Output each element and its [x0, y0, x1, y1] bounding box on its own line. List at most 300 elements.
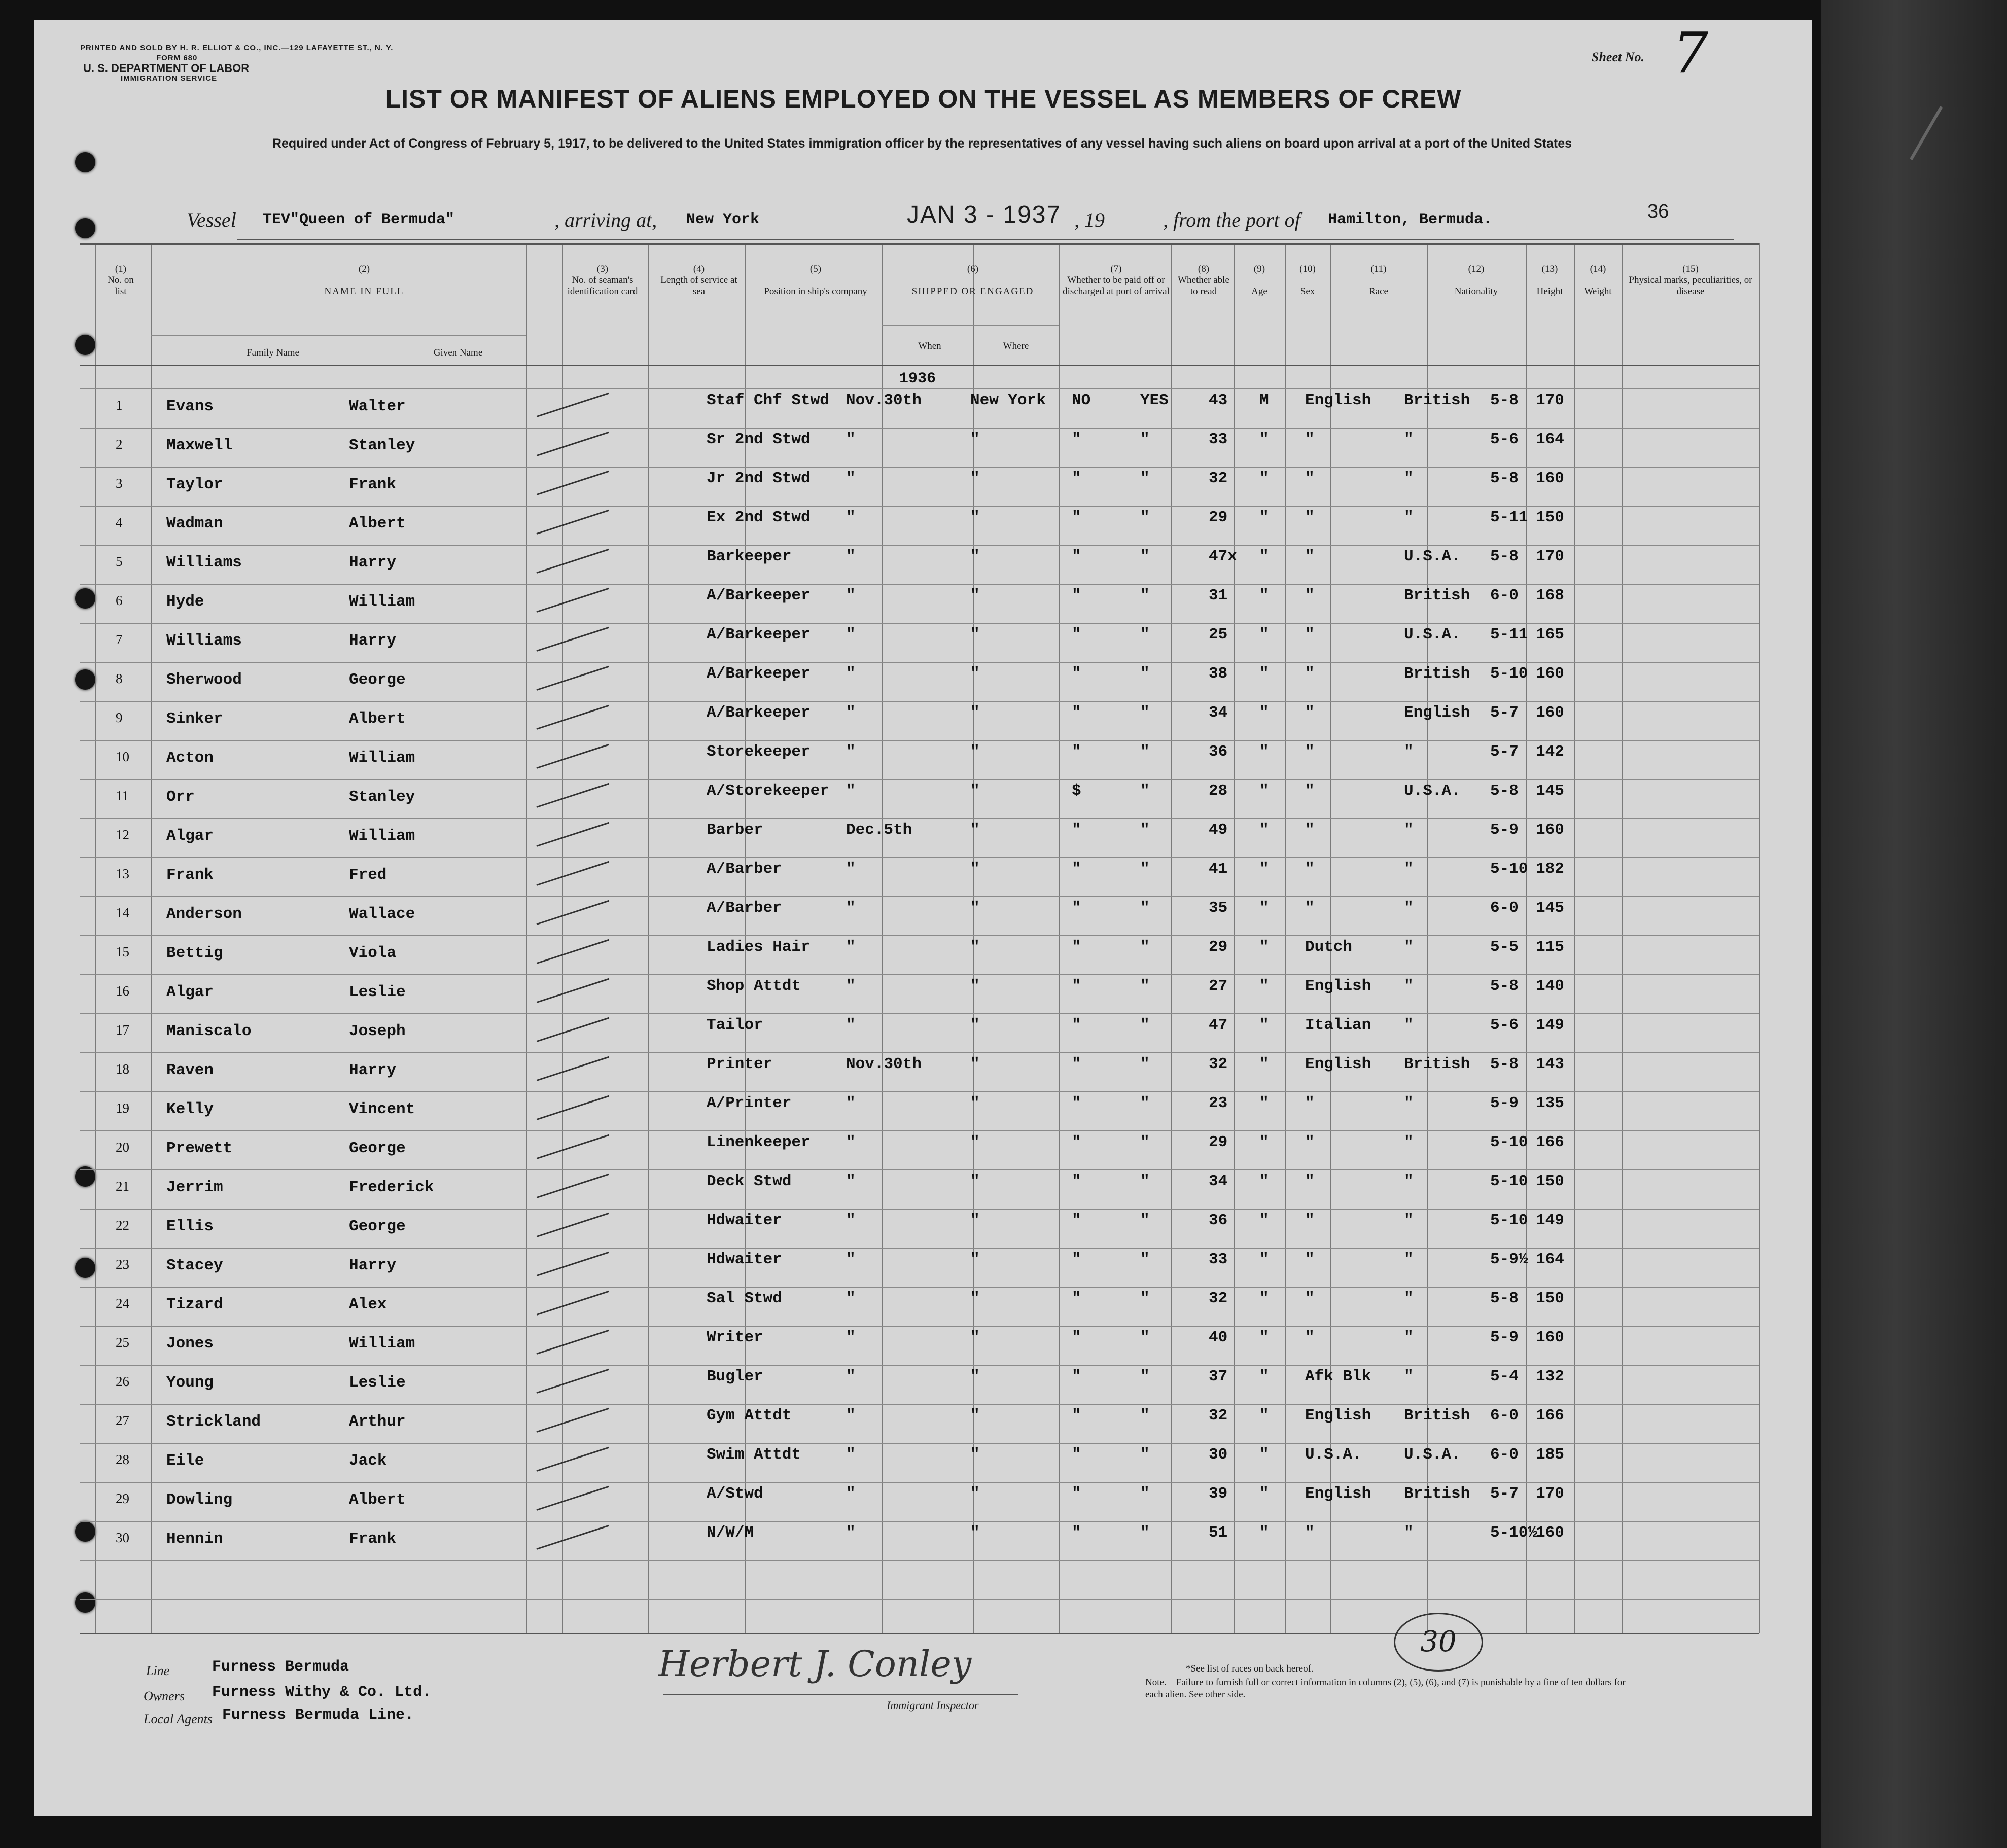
shipped-where: ": [970, 1524, 980, 1542]
position: Writer: [707, 1329, 763, 1346]
row-number: 26: [116, 1374, 129, 1389]
sex: ": [1259, 1251, 1269, 1268]
race: English: [1305, 392, 1371, 409]
id-card-check-mark: [537, 471, 610, 495]
sex: ": [1259, 1290, 1269, 1307]
sex: ": [1259, 860, 1269, 878]
age: 47: [1209, 1016, 1228, 1034]
row-rule: [80, 1130, 1759, 1131]
family-name: Stacey: [166, 1257, 223, 1274]
sex: ": [1259, 1368, 1269, 1385]
family-name: Acton: [166, 749, 214, 767]
sheet-label: Sheet No.: [1592, 50, 1644, 64]
weight: 182: [1536, 860, 1564, 878]
able-to-read: ": [1140, 1212, 1150, 1229]
shipped-when: ": [846, 548, 856, 565]
weight: 170: [1536, 548, 1564, 565]
family-name: Wadman: [166, 515, 223, 532]
family-name: Sherwood: [166, 671, 242, 689]
shipped-when: ": [846, 1485, 856, 1503]
paid-off: ": [1072, 1329, 1081, 1346]
shipped-when: ": [846, 1172, 856, 1190]
height: 6-0: [1490, 587, 1519, 605]
paid-off: ": [1072, 821, 1081, 839]
paid-off: $: [1072, 782, 1081, 800]
col-title: NAME IN FULL: [324, 286, 404, 297]
race: English: [1305, 977, 1371, 995]
footer-labels: [111, 1653, 466, 1729]
age: 34: [1209, 1172, 1228, 1190]
nationality: ": [1404, 1094, 1414, 1112]
col-title: Whether able to read: [1178, 275, 1229, 297]
family-name: Ellis: [166, 1218, 214, 1235]
row-rule: [80, 506, 1759, 507]
paid-off: NO: [1072, 392, 1091, 409]
shipped-when: ": [846, 704, 856, 722]
family-name: Evans: [166, 398, 214, 415]
position: Tailor: [707, 1016, 763, 1034]
nationality: ": [1404, 1172, 1414, 1190]
able-to-read: ": [1140, 1368, 1150, 1385]
name-subheader-rule: [151, 335, 526, 336]
row-number: 4: [116, 515, 123, 530]
col-1-header: [105, 264, 136, 297]
paid-off: ": [1072, 1016, 1081, 1034]
race: ": [1305, 743, 1315, 761]
weight: 149: [1536, 1016, 1564, 1034]
given-name: Frederick: [349, 1179, 434, 1196]
able-to-read: ": [1140, 938, 1150, 956]
row-number: 13: [116, 866, 129, 881]
race: ": [1305, 1212, 1315, 1229]
height: 5-8: [1490, 392, 1519, 409]
shipped-when: ": [846, 509, 856, 526]
family-name: Strickland: [166, 1413, 261, 1431]
col-12-header: [1427, 264, 1526, 297]
weight: 160: [1536, 470, 1564, 487]
shipped-where: ": [970, 1055, 980, 1073]
shipped-where: ": [970, 899, 980, 917]
col-5-header: [750, 264, 882, 297]
position: Barber: [707, 821, 763, 839]
id-card-check-mark: [537, 1056, 610, 1081]
able-to-read: ": [1140, 1133, 1150, 1151]
col-number: (3): [596, 264, 609, 274]
shipped-where: ": [970, 860, 980, 878]
shipped-where: ": [970, 821, 980, 839]
nationality: U.S.A.: [1404, 548, 1461, 565]
height: 5-11: [1490, 509, 1528, 526]
shipped-when: ": [846, 626, 856, 644]
shipped-when: ": [846, 743, 856, 761]
age: 43: [1209, 392, 1228, 409]
row-number: 2: [116, 437, 123, 452]
row-rule: [80, 545, 1759, 546]
weight: 145: [1536, 782, 1564, 800]
family-name: Tizard: [166, 1296, 223, 1313]
family-name: Dowling: [166, 1491, 233, 1509]
paid-off: ": [1072, 1172, 1081, 1190]
given-name: Joseph: [349, 1022, 406, 1040]
id-card-check-mark: [537, 549, 610, 574]
shipped-when: ": [846, 1016, 856, 1034]
header-bottom-rule: [80, 365, 1759, 366]
race: ": [1305, 548, 1315, 565]
height: 5-8: [1490, 977, 1519, 995]
id-card-check-mark: [537, 627, 610, 652]
when-header: When: [918, 341, 941, 351]
nationality: ": [1404, 1329, 1414, 1346]
vessel-underline: [237, 239, 1734, 240]
nationality: ": [1404, 470, 1414, 487]
sex: M: [1259, 392, 1269, 409]
position: Linenkeeper: [707, 1133, 811, 1151]
row-rule: [80, 428, 1759, 429]
shipped-where: ": [970, 704, 980, 722]
nationality: ": [1404, 1016, 1414, 1034]
paid-off: ": [1072, 665, 1081, 683]
race: ": [1305, 587, 1315, 605]
shipped-when: ": [846, 899, 856, 917]
nationality: British: [1404, 392, 1470, 409]
age: 33: [1209, 1251, 1228, 1268]
races-note: *See list of races on back hereof.: [1186, 1663, 1314, 1674]
paid-off: ": [1072, 1446, 1081, 1464]
nationality: ": [1404, 1368, 1414, 1385]
given-name: Frank: [349, 476, 397, 493]
weight: 165: [1536, 626, 1564, 644]
shipped-when: ": [846, 1212, 856, 1229]
position: Deck Stwd: [707, 1172, 792, 1190]
col-number: (8): [1198, 264, 1210, 274]
id-card-check-mark: [537, 900, 610, 925]
col-8-header: [1173, 264, 1234, 297]
age: 28: [1209, 782, 1228, 800]
weight: 168: [1536, 587, 1564, 605]
paid-off: ": [1072, 899, 1081, 917]
race: ": [1305, 782, 1315, 800]
row-rule: [80, 1248, 1759, 1249]
shipped-where: ": [970, 1290, 980, 1307]
col-number: (15): [1682, 264, 1699, 274]
age: 34: [1209, 704, 1228, 722]
nationality: English: [1404, 704, 1470, 722]
nationality: U.S.A.: [1404, 1446, 1461, 1464]
col-number: (7): [1110, 264, 1122, 274]
sex: ": [1259, 626, 1269, 644]
able-to-read: ": [1140, 821, 1150, 839]
given-name: Stanley: [349, 437, 415, 454]
shipped-when: Nov.30th: [846, 1055, 922, 1073]
sex: ": [1259, 743, 1269, 761]
col-7-header: [1059, 264, 1173, 297]
sex: ": [1259, 938, 1269, 956]
weight: 160: [1536, 1329, 1564, 1346]
family-name: Prewett: [166, 1140, 233, 1157]
family-name: Bettig: [166, 944, 223, 962]
able-to-read: ": [1140, 1524, 1150, 1542]
height: 5-7: [1490, 1485, 1519, 1503]
nationality: ": [1404, 1212, 1414, 1229]
paid-off: ": [1072, 431, 1081, 448]
nationality: U.S.A.: [1404, 782, 1461, 800]
age: 35: [1209, 899, 1228, 917]
height: 5-8: [1490, 1290, 1519, 1307]
shipped-where: New York: [970, 392, 1046, 409]
nationality: ": [1404, 743, 1414, 761]
row-number: 18: [116, 1061, 129, 1077]
col-11-header: [1330, 264, 1427, 297]
row-rule: [80, 1091, 1759, 1092]
position: A/Barkeeper: [707, 626, 811, 644]
service: IMMIGRATION SERVICE: [121, 74, 218, 83]
row-rule: [80, 1560, 1759, 1561]
height: 5-6: [1490, 1016, 1519, 1034]
given-name: George: [349, 1140, 406, 1157]
height: 5-9: [1490, 1094, 1519, 1112]
arrival-port: New York: [686, 211, 760, 228]
race: ": [1305, 821, 1315, 839]
weight: 140: [1536, 977, 1564, 995]
shipped-when: Dec.5th: [846, 821, 912, 839]
shipped-where: ": [970, 431, 980, 448]
given-name: William: [349, 827, 415, 845]
shipped-when: ": [846, 1524, 856, 1542]
age: 49: [1209, 821, 1228, 839]
row-number: 27: [116, 1413, 129, 1428]
paid-off: ": [1072, 1524, 1081, 1542]
given-name: George: [349, 1218, 406, 1235]
shipped-where: ": [970, 782, 980, 800]
position: Gym Attdt: [707, 1407, 792, 1425]
sex: ": [1259, 704, 1269, 722]
row-number: 29: [116, 1491, 129, 1506]
row-rule: [80, 818, 1759, 819]
row-number: 1: [116, 398, 123, 413]
race: ": [1305, 665, 1315, 683]
height: 5-8: [1490, 470, 1519, 487]
nationality: British: [1404, 1055, 1470, 1073]
able-to-read: ": [1140, 1485, 1150, 1503]
line-value: Furness Bermuda: [212, 1658, 349, 1676]
paid-off: ": [1072, 587, 1081, 605]
height: 5-10: [1490, 665, 1528, 683]
height: 5-5: [1490, 938, 1519, 956]
paid-off: ": [1072, 743, 1081, 761]
sex: ": [1259, 1016, 1269, 1034]
sex: ": [1259, 821, 1269, 839]
col-number: (13): [1541, 264, 1558, 274]
nationality: ": [1404, 860, 1414, 878]
race: English: [1305, 1055, 1371, 1073]
sheet-number: 7: [1673, 20, 1708, 85]
id-card-check-mark: [537, 1330, 610, 1355]
weight: 166: [1536, 1133, 1564, 1151]
row-rule: [80, 1326, 1759, 1327]
able-to-read: ": [1140, 509, 1150, 526]
id-card-check-mark: [537, 861, 610, 886]
able-to-read: ": [1140, 782, 1150, 800]
race: U.S.A.: [1305, 1446, 1362, 1464]
height: 5-7: [1490, 743, 1519, 761]
row-number: 16: [116, 983, 129, 999]
family-name: Hyde: [166, 593, 204, 611]
punch-hole: [75, 1592, 95, 1613]
id-card-check-mark: [537, 1252, 610, 1276]
able-to-read: ": [1140, 1094, 1150, 1112]
height: 6-0: [1490, 1407, 1519, 1425]
col-2-header: [237, 264, 491, 297]
sex: ": [1259, 548, 1269, 565]
column-rule: [1526, 243, 1527, 1633]
shipped-when: ": [846, 431, 856, 448]
col-15-header: [1622, 264, 1759, 297]
sex: ": [1259, 470, 1269, 487]
age: 32: [1209, 470, 1228, 487]
able-to-read: ": [1140, 1446, 1150, 1464]
race: ": [1305, 860, 1315, 878]
shipped-when: ": [846, 1251, 856, 1268]
row-number: 19: [116, 1100, 129, 1116]
age: 47x: [1209, 548, 1237, 565]
row-rule: [80, 1287, 1759, 1288]
col-number: (10): [1299, 264, 1316, 274]
punch-hole: [75, 335, 95, 355]
position: Printer: [707, 1055, 773, 1073]
given-name: Viola: [349, 944, 397, 962]
given-name-header: Given Name: [433, 347, 483, 358]
shipped-where: ": [970, 1407, 980, 1425]
sex: ": [1259, 977, 1269, 995]
line-label: Line: [146, 1663, 170, 1678]
column-rule: [1759, 243, 1760, 1633]
family-name: Raven: [166, 1061, 214, 1079]
age: 25: [1209, 626, 1228, 644]
row-number: 28: [116, 1452, 129, 1467]
weight: 160: [1536, 665, 1564, 683]
paid-off: ": [1072, 704, 1081, 722]
col-title: Height: [1536, 286, 1563, 297]
family-name: Orr: [166, 788, 195, 806]
shipped-when: Nov.30th: [846, 392, 922, 409]
shipped-where: ": [970, 1133, 980, 1151]
page-subtitle: Required under Act of Congress of February 5, 1917, to be delivered to the United States immigration officer by the representatives of any vessel having such aliens on board upon arrival at a port of the United States: [272, 136, 1572, 151]
arrival-date-stamp: JAN 3 - 1937: [907, 201, 1062, 228]
row-number: 17: [116, 1022, 129, 1038]
sex: ": [1259, 1212, 1269, 1229]
penalty-note: Note.—Failure to furnish full or correct information in columns (2), (5), (6), and (7) is punishable by a fine of ten dollars for each alien. See other side.: [1145, 1677, 1626, 1700]
row-number: 7: [116, 632, 123, 647]
height: 5-4: [1490, 1368, 1519, 1385]
row-number: 3: [116, 476, 123, 491]
family-name: Anderson: [166, 905, 242, 923]
position: A/Barkeeper: [707, 704, 811, 722]
row-number: 20: [116, 1140, 129, 1155]
paid-off: ": [1072, 470, 1081, 487]
race: ": [1305, 1172, 1315, 1190]
binding-edge: [1821, 0, 2007, 1848]
row-rule: [80, 974, 1759, 975]
col-title: No. of seaman's identification card: [567, 275, 638, 297]
col-13-header: [1526, 264, 1574, 297]
age: 37: [1209, 1368, 1228, 1385]
nationality: British: [1404, 1485, 1470, 1503]
family-name: Algar: [166, 827, 214, 845]
family-name: Taylor: [166, 476, 223, 493]
paid-off: ": [1072, 1251, 1081, 1268]
height: 5-6: [1490, 431, 1519, 448]
family-name: Eile: [166, 1452, 204, 1470]
race: ": [1305, 1290, 1315, 1307]
shipped-where: ": [970, 938, 980, 956]
nationality: ": [1404, 821, 1414, 839]
owners-value: Furness Withy & Co. Ltd.: [212, 1684, 432, 1701]
age: 30: [1209, 1446, 1228, 1464]
race: ": [1305, 1329, 1315, 1346]
col-number: (14): [1590, 264, 1606, 274]
weight: 170: [1536, 392, 1564, 409]
height: 5-10½: [1490, 1524, 1538, 1542]
height: 5-7: [1490, 704, 1519, 722]
col-number: (5): [809, 264, 822, 274]
row-number: 10: [116, 749, 129, 764]
able-to-read: ": [1140, 1329, 1150, 1346]
paid-off: ": [1072, 548, 1081, 565]
sex: ": [1259, 899, 1269, 917]
sex: ": [1259, 1485, 1269, 1503]
column-rule: [1171, 243, 1172, 1633]
row-number: 22: [116, 1218, 129, 1233]
shipped-when: ": [846, 1290, 856, 1307]
shipped-when: ": [846, 782, 856, 800]
shipped-when: ": [846, 1407, 856, 1425]
shipped-where: ": [970, 1368, 980, 1385]
race: ": [1305, 431, 1315, 448]
shipped-where: ": [970, 626, 980, 644]
race: ": [1305, 1094, 1315, 1112]
col-title: SHIPPED OR ENGAGED: [911, 286, 1034, 297]
from-label: , from the port of: [1163, 208, 1300, 231]
able-to-read: ": [1140, 860, 1150, 878]
position: A/Printer: [707, 1094, 792, 1112]
column-rule: [1234, 243, 1235, 1633]
row-rule: [80, 1013, 1759, 1014]
position: Storekeeper: [707, 743, 811, 761]
row-number: 11: [116, 788, 129, 803]
given-name: Arthur: [349, 1413, 406, 1431]
shipped-where: ": [970, 1446, 980, 1464]
paid-off: ": [1072, 1055, 1081, 1073]
weight: 164: [1536, 1251, 1564, 1268]
shipped-when: ": [846, 587, 856, 605]
age: 32: [1209, 1407, 1228, 1425]
column-rule: [526, 243, 527, 1633]
nationality: ": [1404, 431, 1414, 448]
race: ": [1305, 899, 1315, 917]
able-to-read: ": [1140, 1172, 1150, 1190]
col-6-header: [887, 264, 1059, 297]
sex: ": [1259, 1407, 1269, 1425]
position: Sr 2nd Stwd: [707, 431, 811, 448]
race: ": [1305, 1133, 1315, 1151]
table-top-rule: [80, 243, 1759, 245]
manifest-sheet: [34, 20, 1812, 1816]
shipped-when: ": [846, 1094, 856, 1112]
given-name: Frank: [349, 1530, 397, 1548]
given-name: Harry: [349, 1061, 397, 1079]
column-rule: [151, 243, 152, 1633]
punch-hole: [75, 588, 95, 609]
